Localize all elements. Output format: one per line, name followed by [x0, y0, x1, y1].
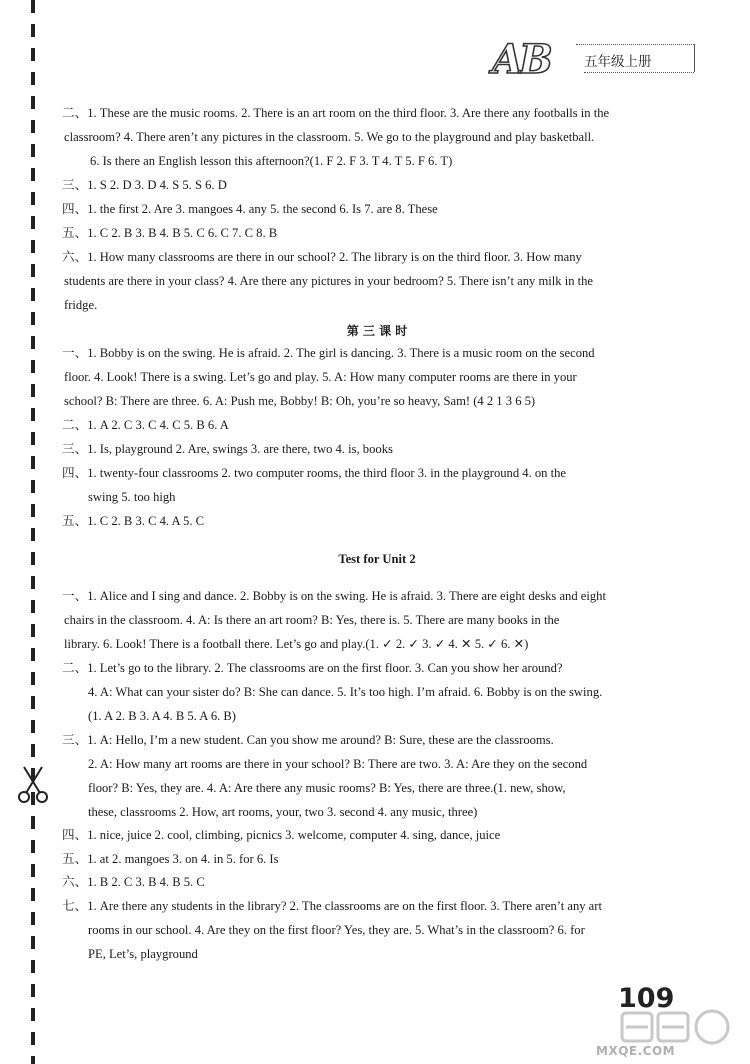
cut-line: [31, 0, 35, 1064]
answer-line: 6. Is there an English lesson this afternoon?(1. F 2. F 3. T 4. T 5. F 6. T): [90, 154, 453, 168]
answer-line: 一、1. Alice and I sing and dance. 2. Bobby is on the swing. He is afraid. 3. There are eight desks and eight: [62, 589, 606, 603]
scissors-icon: [16, 765, 50, 805]
answer-line: these, classrooms 2. How, art rooms, your, two 3. second 4. any music, three): [88, 805, 478, 819]
answer-line: floor? B: Yes, they are. 4. A: Are there any music rooms? B: Yes, there are three.(1. new, show,: [88, 781, 566, 795]
answer-line: floor. 4. Look! There is a swing. Let’s go and play. 5. A: How many computer rooms are there in your: [64, 370, 577, 384]
answer-line: 五、1. C 2. B 3. C 4. A 5. C: [62, 514, 205, 528]
answer-line: PE, Let’s, playground: [88, 947, 198, 961]
answer-line: 六、1. B 2. C 3. B 4. B 5. C: [62, 875, 205, 889]
answer-line: 二、1. A 2. C 3. C 4. C 5. B 6. A: [62, 418, 229, 432]
answer-line: 七、1. Are there any students in the library? 2. The classrooms are on the first floor. 3. There aren’t any art: [62, 899, 602, 913]
watermark-site: MXQE.COM: [596, 1044, 676, 1058]
header-rule: [694, 44, 695, 72]
answer-line: 三、1. A: Hello, I’m a new student. Can you show me around? B: Sure, these are the classrooms.: [62, 733, 554, 747]
section-title: Test for Unit 2: [338, 552, 416, 566]
logo: AB: [492, 36, 549, 83]
page-header: [492, 30, 702, 82]
answer-line: 三、1. S 2. D 3. D 4. S 5. S 6. D: [62, 178, 227, 192]
answer-line: 四、1. the first 2. Are 3. mangoes 4. any 5. the second 6. Is 7. are 8. These: [62, 202, 438, 216]
answer-line: 2. A: How many art rooms are there in your school? B: There are two. 3. A: Are they on the second: [88, 757, 588, 771]
answer-line: 二、1. Let’s go to the library. 2. The classrooms are on the first floor. 3. Can you show her around?: [62, 661, 563, 675]
grade-label: 五年级上册: [584, 54, 652, 70]
answer-line: 五、1. C 2. B 3. B 4. B 5. C 6. C 7. C 8. B: [62, 226, 278, 240]
answer-line: 四、1. nice, juice 2. cool, climbing, picnics 3. welcome, computer 4. sing, dance, juice: [62, 828, 501, 842]
answer-line: school? B: There are three. 6. A: Push me, Bobby! B: Oh, you’re so heavy, Sam! (4 2 1 3 6 5): [64, 394, 536, 408]
section-title: 第 三 课 时: [346, 324, 408, 338]
answer-line: 四、1. twenty-four classrooms 2. two computer rooms, the third floor 3. in the playground 4. on the: [62, 466, 567, 480]
answer-line: library. 6. Look! There is a football there. Let’s go and play.(1. ✓ 2. ✓ 3. ✓ 4. ✕ 5. ✓ 6. ✕): [64, 637, 529, 651]
page-number: 109: [618, 983, 675, 1014]
header-rule: [584, 72, 694, 73]
answer-line: students are there in your class? 4. Are there any pictures in your bedroom? 5. There isn’t any milk in the: [64, 274, 594, 288]
header-rule: [576, 44, 694, 45]
answer-line: 六、1. How many classrooms are there in our school? 2. The library is on the third floor. 3. How many: [62, 250, 582, 264]
answer-line: chairs in the classroom. 4. A: Is there an art room? B: Yes, there is. 5. There are many books in the: [64, 613, 560, 627]
answer-line: swing 5. too high: [88, 490, 176, 504]
answer-line: 二、1. These are the music rooms. 2. There is an art room on the third floor. 3. Are there any footballs in the: [62, 106, 610, 120]
answer-line: 一、1. Bobby is on the swing. He is afraid. 2. The girl is dancing. 3. There is a music room on the second: [62, 346, 595, 360]
answer-line: 五、1. at 2. mangoes 3. on 4. in 5. for 6. Is: [62, 852, 279, 866]
answer-line: fridge.: [64, 298, 98, 312]
answer-line: 三、1. Is, playground 2. Are, swings 3. are there, two 4. is, books: [62, 442, 393, 456]
answer-line: classroom? 4. There aren’t any pictures in the classroom. 5. We go to the playground and play basketball.: [64, 130, 595, 144]
answer-line: rooms in our school. 4. Are they on the first floor? Yes, they are. 5. What’s in the classroom? 6. for: [88, 923, 585, 937]
answer-line: 4. A: What can your sister do? B: She can dance. 5. It’s too high. I’m afraid. 6. Bobby is on the swing.: [88, 685, 603, 699]
answer-line: (1. A 2. B 3. A 4. B 5. A 6. B): [88, 709, 237, 723]
